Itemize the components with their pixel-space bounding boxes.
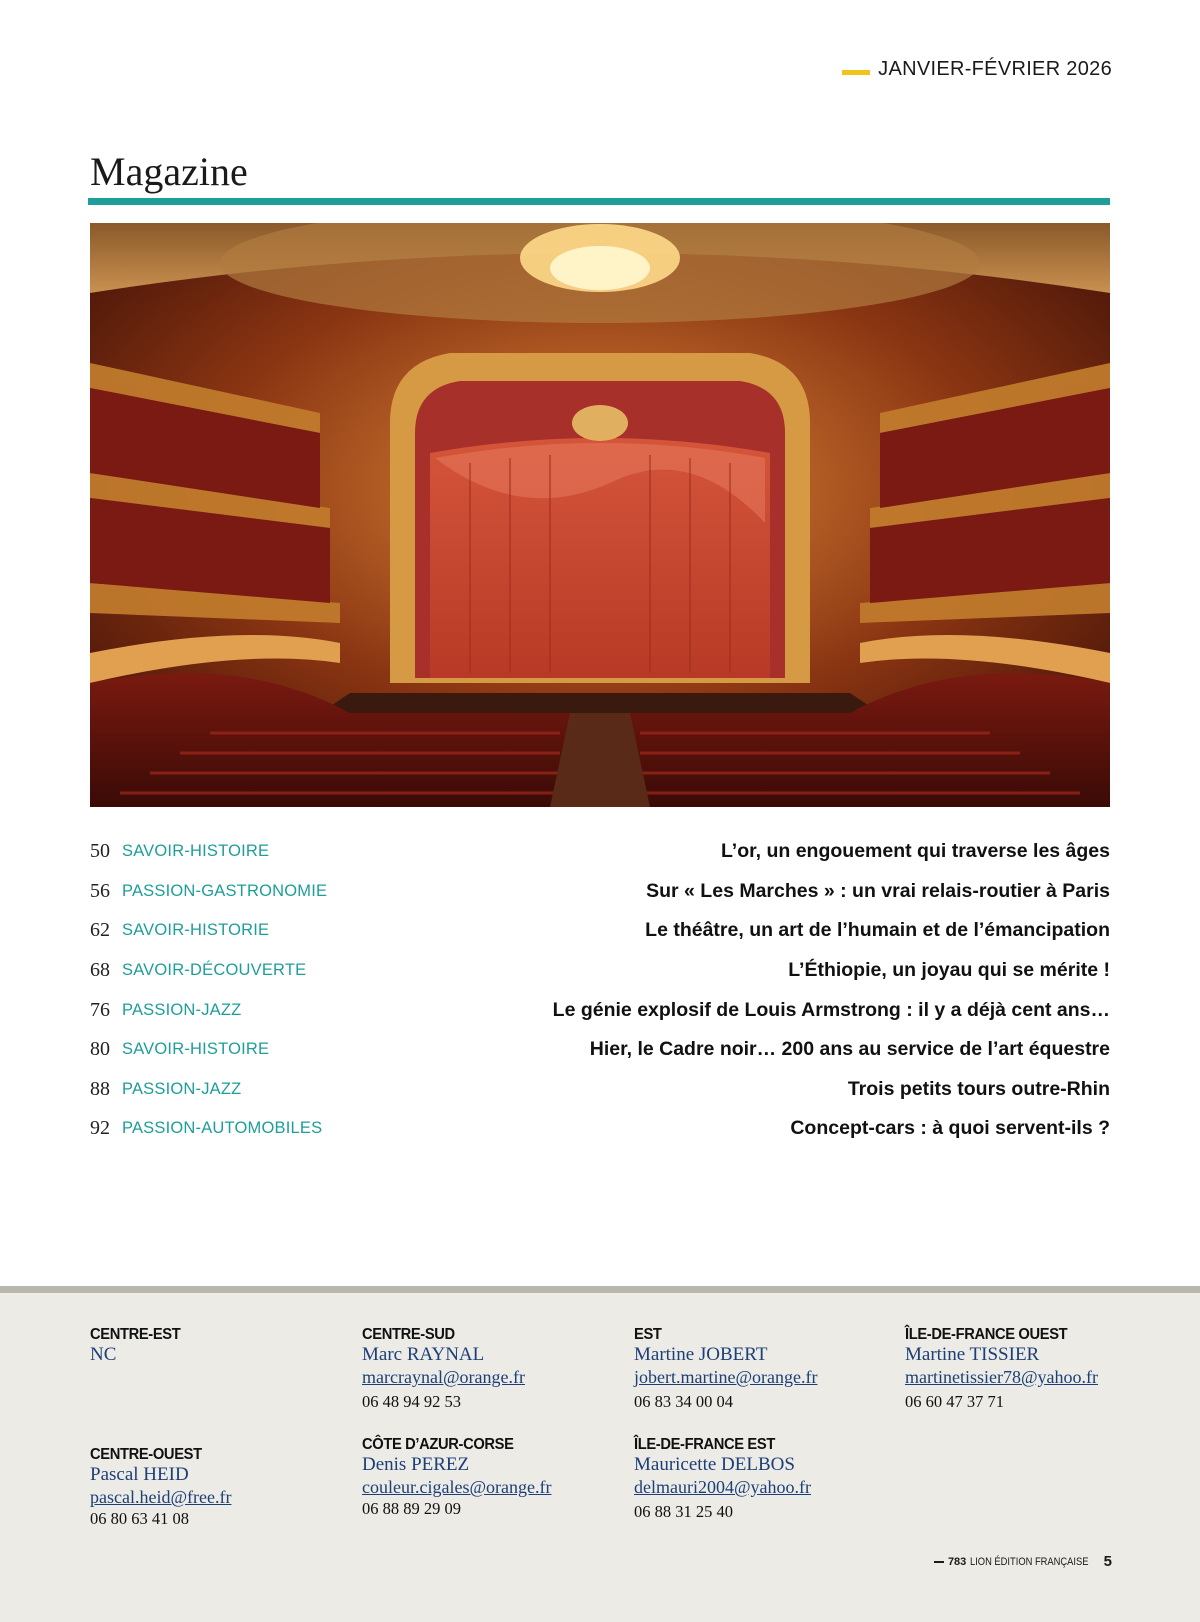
contact-block-ile-de-france-ouest xyxy=(905,1326,1098,1413)
yellow-dash-marker xyxy=(842,70,870,75)
contact-name: Martine JOBERT xyxy=(634,1344,768,1365)
section-title: Magazine xyxy=(90,149,248,194)
toc-category: SAVOIR-HISTOIRE xyxy=(122,1040,270,1059)
contact-block-cote-dazur-corse xyxy=(362,1436,552,1520)
toc-article-title: L’or, un engouement qui traverse les âges xyxy=(720,840,1110,863)
contact-phone: 06 88 89 29 09 xyxy=(362,1499,461,1518)
title-rule xyxy=(88,198,1110,205)
contact-name: Pascal HEID xyxy=(90,1464,189,1485)
page-folio xyxy=(934,1553,1112,1570)
toc-page-number: 68 xyxy=(90,959,110,982)
contact-block-centre-sud xyxy=(362,1326,525,1413)
contact-region: ÎLE-DE-FRANCE OUEST xyxy=(905,1326,1068,1343)
contact-email-link[interactable]: delmauri2004@yahoo.fr xyxy=(634,1477,812,1497)
contact-phone: 06 88 31 25 40 xyxy=(634,1502,733,1521)
issue-date xyxy=(842,58,1112,81)
toc-article-title: Le génie explosif de Louis Armstrong : il y a déjà cent ans… xyxy=(552,998,1110,1021)
contact-email-link[interactable]: martinetissier78@yahoo.fr xyxy=(905,1367,1099,1387)
footer-rule xyxy=(0,1286,1200,1293)
toc-category: PASSION-JAZZ xyxy=(122,1079,242,1098)
toc-page-number: 56 xyxy=(90,879,110,902)
toc-entry[interactable] xyxy=(90,990,1110,1030)
contact-email-link[interactable]: pascal.heid@free.fr xyxy=(90,1487,232,1507)
toc-entry[interactable] xyxy=(90,911,1110,951)
toc-category: SAVOIR-HISTORIE xyxy=(122,921,270,940)
toc-article-title: Trois petits tours outre-Rhin xyxy=(847,1077,1110,1100)
issue-date-text: JANVIER-FÉVRIER 2026 xyxy=(878,58,1112,80)
contact-name: Denis PEREZ xyxy=(362,1454,470,1475)
contact-region: CENTRE-OUEST xyxy=(90,1446,202,1463)
toc-article-title: Sur « Les Marches » : un vrai relais-routier à Paris xyxy=(646,879,1110,902)
contact-email-link[interactable]: couleur.cigales@orange.fr xyxy=(362,1477,552,1497)
contact-block-ile-de-france-est xyxy=(634,1436,811,1523)
contact-region: CENTRE-SUD xyxy=(362,1326,455,1343)
toc-article-title: Concept-cars : à quoi servent-ils ? xyxy=(790,1117,1110,1140)
toc-category: SAVOIR-HISTOIRE xyxy=(122,842,270,861)
toc-category: SAVOIR-DÉCOUVERTE xyxy=(122,961,307,980)
folio-page-number: 5 xyxy=(1103,1553,1112,1570)
folio-dash xyxy=(934,1561,944,1563)
toc-entry[interactable] xyxy=(90,872,1110,912)
contact-region: CENTRE-EST xyxy=(90,1326,181,1343)
contact-region: CÔTE D’AZUR-CORSE xyxy=(362,1436,514,1453)
toc-entry[interactable] xyxy=(90,1070,1110,1110)
toc-page-number: 76 xyxy=(90,998,110,1021)
contact-email-link[interactable]: marcraynal@orange.fr xyxy=(362,1367,525,1387)
contact-phone: 06 48 94 92 53 xyxy=(362,1392,461,1411)
contact-name: Mauricette DELBOS xyxy=(634,1454,795,1475)
toc-article-title: Hier, le Cadre noir… 200 ans au service de l’art équestre xyxy=(589,1038,1110,1061)
toc-page-number: 80 xyxy=(90,1038,110,1061)
contact-phone: 06 83 34 00 04 xyxy=(634,1392,733,1411)
toc-article-title: Le théâtre, un art de l’humain et de l’émancipation xyxy=(645,919,1110,942)
opera-house-stage-photo xyxy=(90,223,1110,807)
contact-block-centre-est xyxy=(90,1326,188,1366)
contact-block-est xyxy=(634,1326,818,1413)
toc-article-title: L’Éthiopie, un joyau qui se mérite ! xyxy=(788,959,1110,982)
toc-category: PASSION-JAZZ xyxy=(122,1000,242,1019)
contact-phone: 06 60 47 37 71 xyxy=(905,1392,1004,1411)
toc-page-number: 88 xyxy=(90,1077,110,1100)
toc-category: PASSION-AUTOMOBILES xyxy=(122,1119,323,1138)
contact-region: ÎLE-DE-FRANCE EST xyxy=(634,1436,775,1453)
contact-name: Marc RAYNAL xyxy=(362,1344,485,1365)
toc-entry[interactable] xyxy=(90,1109,1110,1149)
toc-category: PASSION-GASTRONOMIE xyxy=(122,881,328,900)
toc-page-number: 50 xyxy=(90,840,110,863)
toc-entry[interactable] xyxy=(90,951,1110,991)
contact-phone: 06 80 63 41 08 xyxy=(90,1509,189,1528)
contact-email-link[interactable]: jobert.martine@orange.fr xyxy=(634,1367,818,1387)
contact-region: EST xyxy=(634,1326,662,1343)
folio-issue-number: 783 xyxy=(947,1555,967,1568)
toc-page-number: 62 xyxy=(90,919,110,942)
table-of-contents xyxy=(90,832,1110,1149)
toc-entry[interactable] xyxy=(90,832,1110,872)
toc-entry[interactable] xyxy=(90,1030,1110,1070)
contact-name: NC xyxy=(90,1344,117,1365)
toc-page-number: 92 xyxy=(90,1117,110,1140)
contact-block-centre-ouest xyxy=(90,1446,232,1530)
folio-publication: LION ÉDITION FRANÇAISE xyxy=(970,1555,1089,1568)
contact-name: Martine TISSIER xyxy=(905,1344,1040,1365)
